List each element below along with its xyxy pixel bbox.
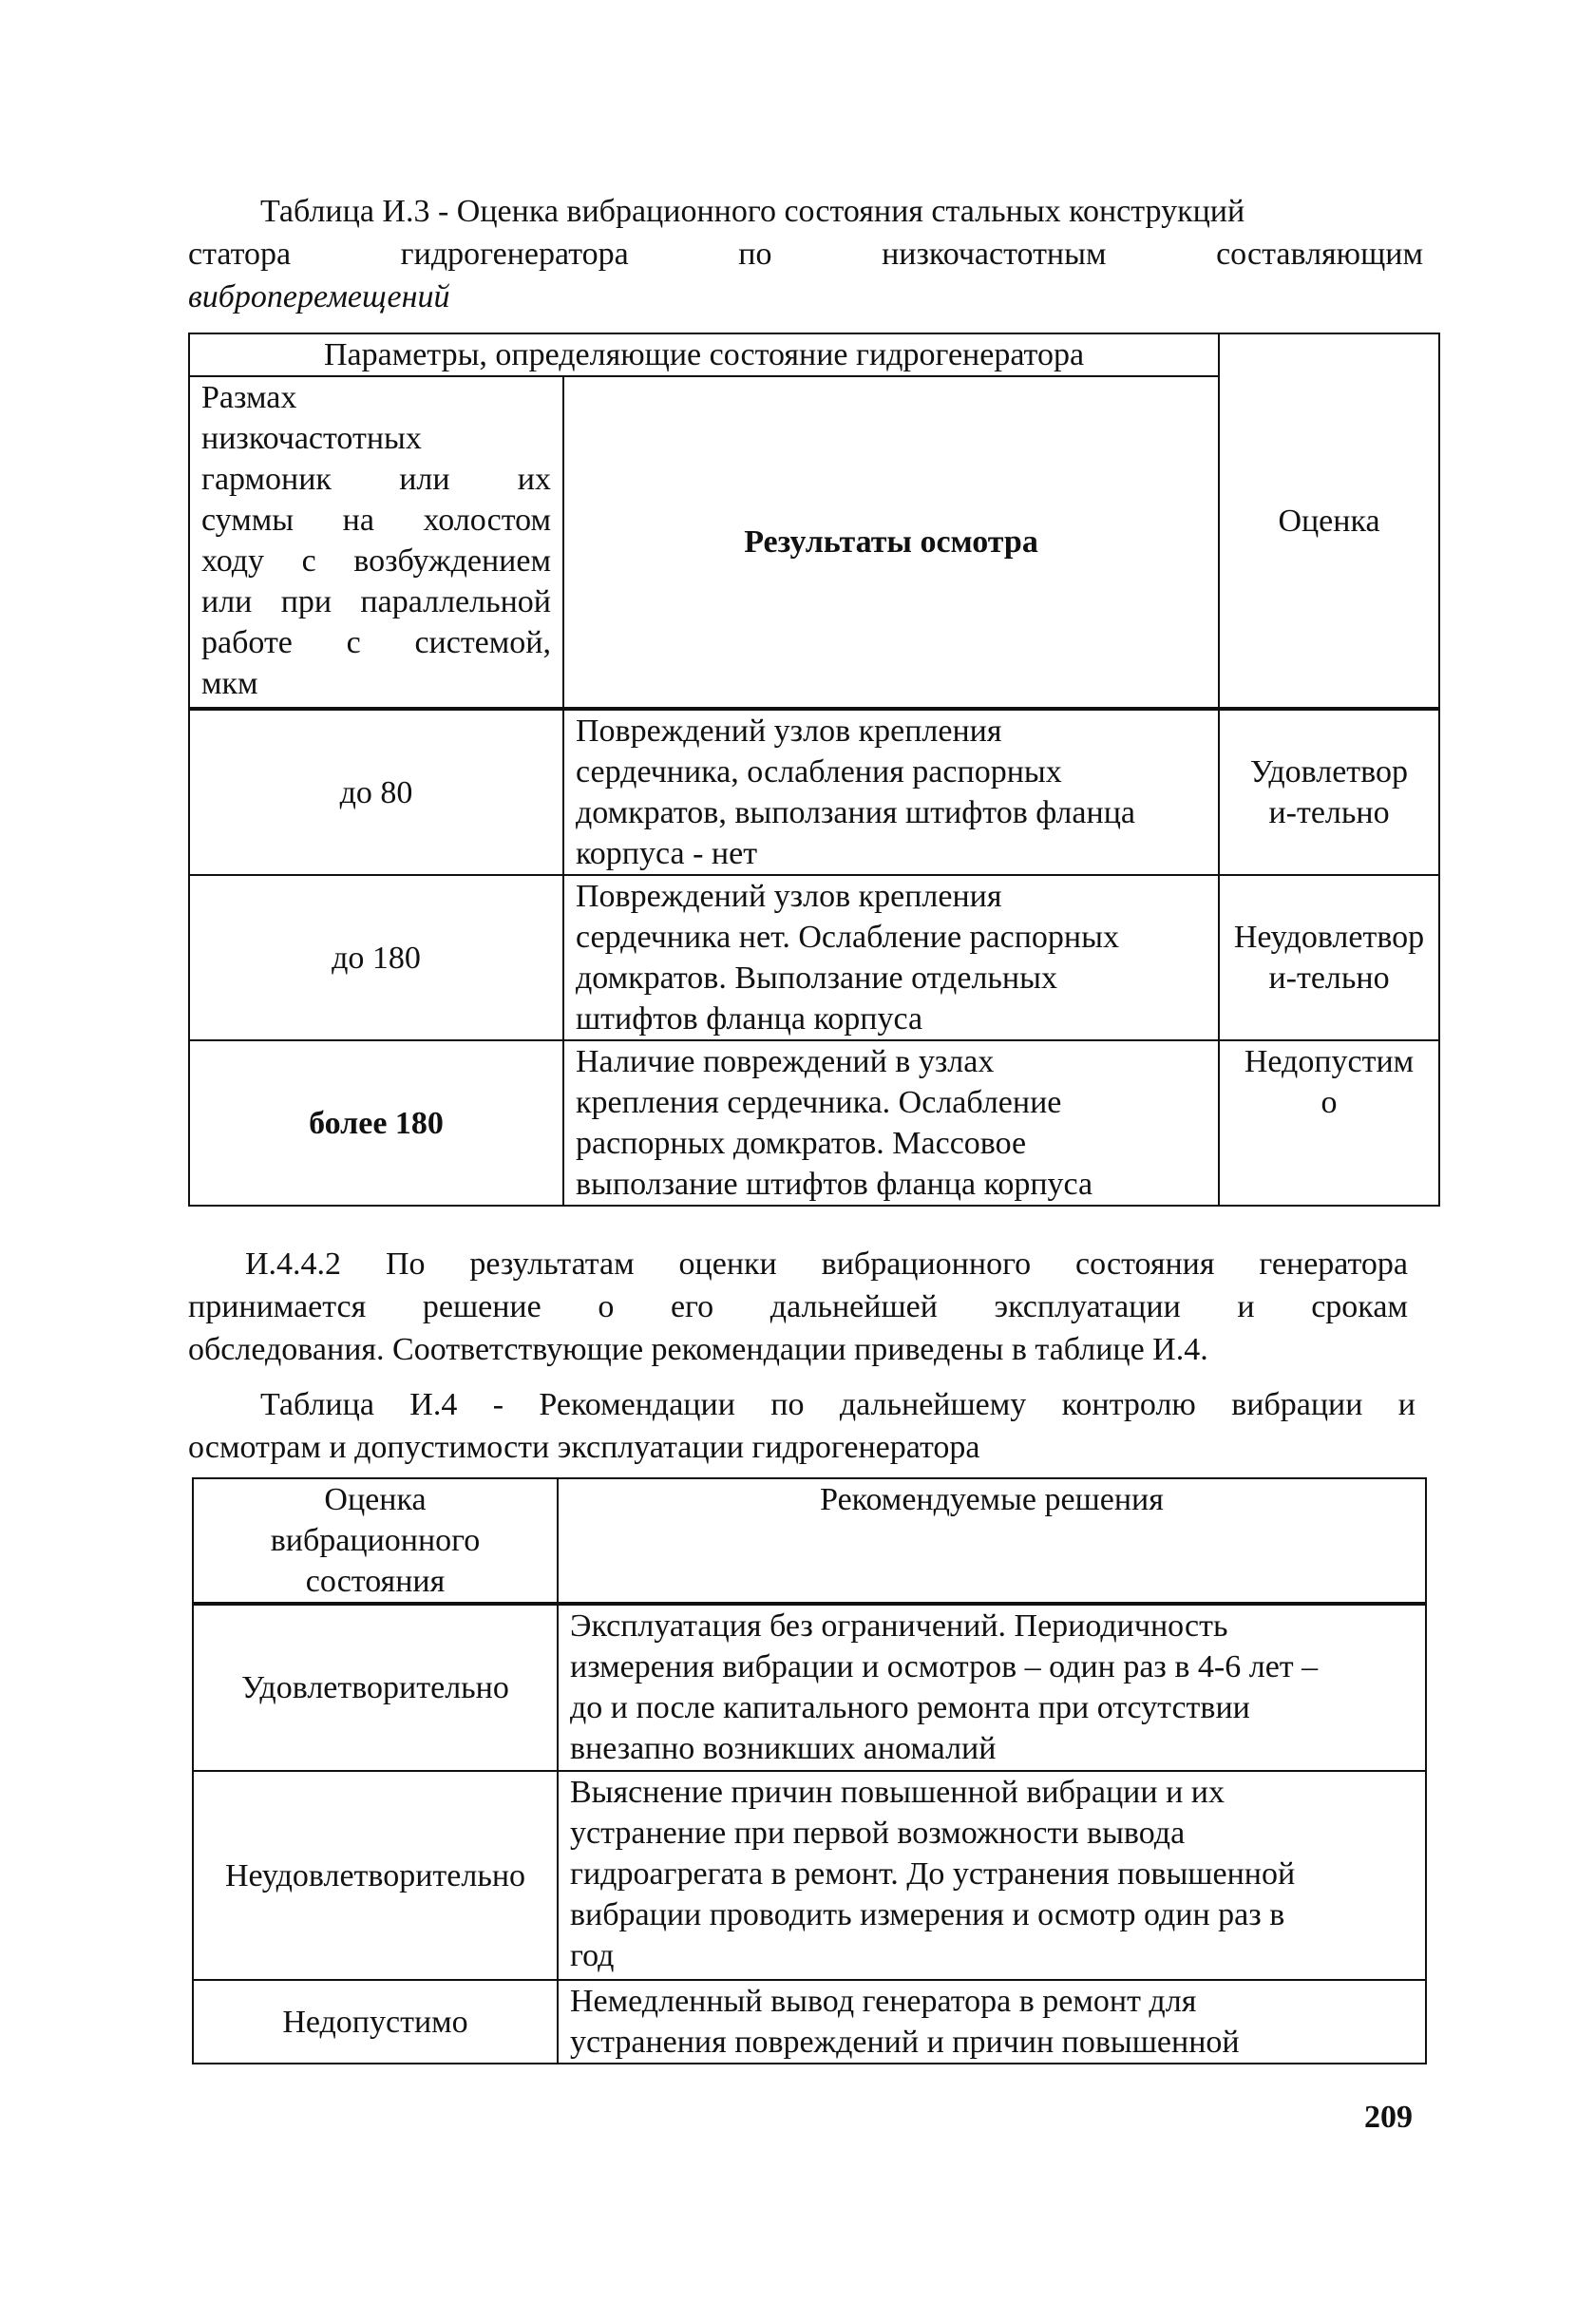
paragraph-line3: обследования. Соответствующие рекомендации приведены в таблице И.4.	[188, 1332, 1208, 1367]
table3-result-cell: Повреждений узлов крепления сердечника, ослабления распорных домкратов, выползания штифтов фланца корпуса - нет	[563, 709, 1219, 875]
table3-caption-line3: виброперемещений	[188, 279, 450, 314]
table3-caption	[188, 190, 1423, 318]
table3-range-cell: до 80	[189, 709, 563, 875]
table3-grade-cell: Недопустим о	[1219, 1040, 1439, 1206]
paragraph-word: принимается	[188, 1289, 367, 1324]
table-row	[189, 1040, 1439, 1206]
table4-grade-cell: Неудовлетворительно	[193, 1771, 558, 1980]
table4-grade-cell: Удовлетворительно	[193, 1604, 558, 1771]
table3-range-cell: до 180	[189, 875, 563, 1040]
table3	[188, 333, 1440, 1207]
table4-header-grade: Оценка вибрационного состояния	[193, 1478, 558, 1604]
paragraph-word: дальнейшей	[770, 1289, 938, 1324]
table3-header-result: Результаты осмотра	[563, 376, 1219, 709]
table3-result-cell: Повреждений узлов крепления сердечника нет. Ослабление распорных домкратов. Выползание отдельных штифтов фланца корпуса	[563, 875, 1219, 1040]
table3-header-group: Параметры, определяющие состояние гидрогенератора	[189, 333, 1219, 376]
caption-word: составляющим	[1216, 237, 1423, 272]
table4-decision-cell: Немедленный вывод генератора в ремонт для устранения повреждений и причин повышенной	[558, 1980, 1426, 2064]
table3-caption-line1: Таблица И.3 - Оценка вибрационного состояния стальных конструкций	[260, 194, 1245, 229]
table4-grade-cell: Недопустимо	[193, 1980, 558, 2064]
paragraph-word: и	[1237, 1289, 1255, 1324]
paragraph-line2	[188, 1285, 1408, 1328]
table4-header-decision: Рекомендуемые решения	[558, 1478, 1426, 1604]
table3-header-range: Размах низкочастотных гармоник или их суммы на холостом ходу с возбуждением или при параллельной работе с системой, мкм	[189, 376, 563, 709]
paragraph-word: срокам	[1311, 1289, 1408, 1324]
caption-word: статора	[188, 237, 292, 272]
table3-range-cell: более 180	[189, 1040, 563, 1206]
paragraph-line1: И.4.4.2 По результатам оценки вибрационного состояния генератора	[245, 1246, 1408, 1282]
paragraph-word: его	[670, 1289, 714, 1324]
table-row	[193, 1980, 1426, 2064]
table-row	[189, 709, 1439, 875]
table4-caption	[188, 1383, 1416, 1469]
paragraph-word: эксплуатации	[994, 1289, 1181, 1324]
table4-header-row	[193, 1478, 1426, 1604]
paragraph-4-4-2	[188, 1243, 1408, 1371]
table3-grade-cell: Неудовлетвор и-тельно	[1219, 875, 1439, 1040]
caption-word: гидрогенератора	[400, 237, 629, 272]
table3-grade-cell: Удовлетвор и-тельно	[1219, 709, 1439, 875]
table4-caption-line1: Таблица И.4 - Рекомендации по дальнейшему контролю вибрации и	[260, 1387, 1416, 1422]
table3-header-grade: Оценка	[1219, 333, 1439, 709]
table4-decision-cell: Эксплуатация без ограничений. Периодичность измерения вибрации и осмотров – один раз в 4-6 лет – до и после капитального ремонта при отсутствии внезапно возникших аномалий	[558, 1604, 1426, 1771]
table-row	[193, 1771, 1426, 1980]
page-number: 209	[1364, 2100, 1413, 2135]
paragraph-word: о	[598, 1289, 615, 1324]
table3-header-group-row	[189, 333, 1439, 376]
table4-caption-line2: осмотрам и допустимости эксплуатации гидрогенератора	[188, 1430, 980, 1465]
caption-word: по	[738, 237, 772, 272]
table4-decision-cell: Выяснение причин повышенной вибрации и их устранение при первой возможности вывода гидроагрегата в ремонт. До устранения повышенной вибрации проводить измерения и осмотр один раз в год	[558, 1771, 1426, 1980]
table3-result-cell: Наличие повреждений в узлах крепления сердечника. Ослабление распорных домкратов. Массовое выползание штифтов фланца корпуса	[563, 1040, 1219, 1206]
table-row	[189, 875, 1439, 1040]
table3-caption-line2	[188, 233, 1423, 276]
table4	[192, 1477, 1427, 2064]
table-row	[193, 1604, 1426, 1771]
caption-word: низкочастотным	[882, 237, 1107, 272]
paragraph-word: решение	[422, 1289, 542, 1324]
